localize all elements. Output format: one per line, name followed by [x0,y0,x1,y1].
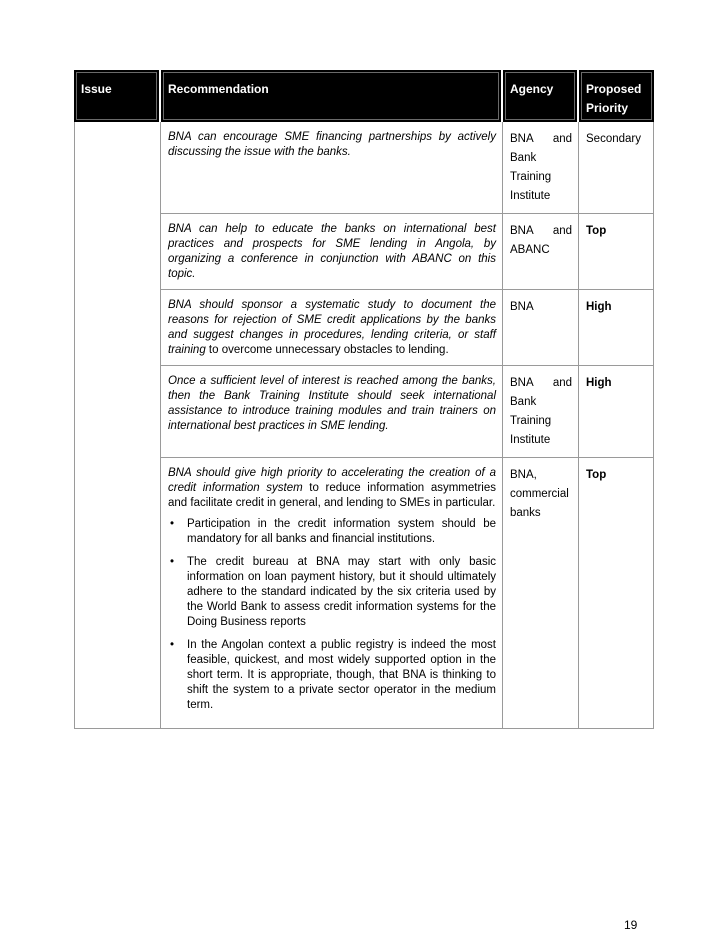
agency-cell: BNA and Bank Training Institute [503,366,579,458]
header-issue: Issue [74,70,161,122]
recommendation-text-plain: to reduce information asymmetries and facilitate credit in general, and lending to SMEs in particular. [168,482,496,509]
recommendation-cell [161,122,503,214]
page-number: 19 [624,918,638,932]
table-header-row [74,70,654,122]
priority-value: High [586,301,612,313]
priority-cell [579,458,654,729]
priority-cell [579,214,654,290]
recommendation-cell [161,214,503,290]
priority-value: Top [586,225,607,237]
bullet-item: • The credit bureau at BNA may start with only basic information on loan payment history, but it should ultimately adhere to the standard indicated by the six criteria used by the World Bank to assess credit information systems for the Doing Business reports [168,555,496,630]
header-agency: Agency [503,70,579,122]
recommendation-cell [161,366,503,458]
table-row [74,366,654,458]
recommendation-text: BNA can encourage SME financing partnerships by actively discussing the issue with the banks. [168,131,496,158]
recommendation-cell [161,290,503,366]
recommendation-text-plain: to overcome unnecessary obstacles to lending. [205,344,449,356]
priority-value: Top [586,469,607,481]
priority-cell [579,122,654,214]
agency-cell: BNA [503,290,579,366]
header-recommendation: Recommendation [161,70,503,122]
agency-cell: BNA and Bank Training Institute [503,122,579,214]
priority-value: High [586,377,612,389]
table-row [74,122,654,214]
agency-cell: BNA and ABANC [503,214,579,290]
table-row [74,458,654,729]
priority-value: Secondary [586,133,641,145]
table-row [74,214,654,290]
issue-cell [74,122,161,729]
agency-cell: BNA, commercial banks [503,458,579,729]
recommendations-table [74,70,654,729]
table-row [74,290,654,366]
recommendation-text: BNA should sponsor a systematic study to document the reasons for rejection of SME credit applications by the banks and suggest changes in procedures, lending criteria, or staff training [168,299,496,356]
recommendation-text: BNA can help to educate the banks on international best practices and prospects for SME lending in Angola, by organizing a conference in conjunction with ABANC on this topic. [168,223,496,280]
recommendation-text: Once a sufficient level of interest is reached among the banks, then the Bank Training Institute should seek international assistance to introduce training modules and train trainers on international best practices in SME lending. [168,375,496,432]
bullet-list [168,517,496,713]
bullet-item: • Participation in the credit information system should be mandatory for all banks and financial institutions. [168,517,496,547]
priority-cell [579,366,654,458]
bullet-item: • In the Angolan context a public registry is indeed the most feasible, quickest, and most widely supported option in the short term. It is appropriate, though, that BNA is thinking to shift the system to a private sector operator in the medium term. [168,638,496,713]
header-proposed-priority: Proposed Priority [579,70,654,122]
priority-cell [579,290,654,366]
recommendation-text: BNA should give high priority to accelerating the creation of a credit information system [168,467,496,494]
recommendation-cell [161,458,503,729]
